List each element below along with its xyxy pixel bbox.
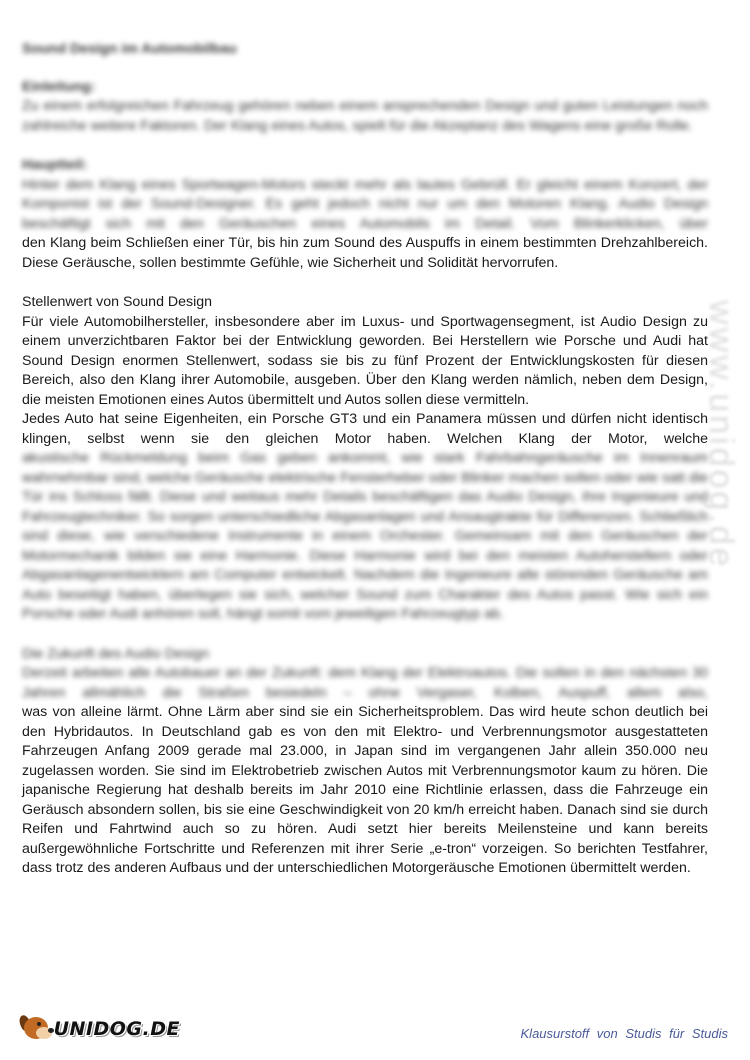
- footer-tagline: Klausurstoff von Studis für Studis: [520, 1026, 728, 1041]
- stellenwert-paragraph-2-clear: Jedes Auto hat seine Eigenheiten, ein Porsche GT3 und ein Panamera müssen und dürfen nicht identisch klingen, selbst wenn sie den gleichen Motor haben. Welchen Klang der Motor, welche: [22, 411, 708, 447]
- main-paragraph-blurred: Hinter dem Klang eines Sportwagen-Motors steckt mehr als lautes Gebrüll. Er gleicht einem Konzert, der Komponist ist der Sound-Designer. Es geht jedoch nicht nur um den Motoren Klang. Audio Design beschäftigt sich mit den Geräuschen eines Automobils im Detail. Vom Blinkerklicken, über: [22, 176, 708, 232]
- document-title: Sound Design im Automobilbau: [22, 41, 237, 57]
- zukunft-paragraph-blurred: Derzeit arbeiten alle Autobauer an der Zukunft: dem Klang der Elektroautos. Die sollen in den nächsten 30 Jahren allmählich die Straßen besiedeln – ohne Vergaser, Kolben, Auspuff, allem also,: [22, 665, 708, 701]
- unidog-logo[interactable]: [20, 1012, 180, 1046]
- stellenwert-paragraph-2-blurred: akustische Rückmeldung beim Gas geben ankommt, wie stark Fahrbahngeräusche im Innenraum wahrnehmbar sind, welche Geräusche elektrische Fensterheber oder Blinker machen sollen oder wie satt die Tür ins Schloss fällt. Diese und weitaus mehr Details beschäftigen das Audio Design, ihre Ingenieure und Fahrzeugtechniker. So sorgen unterschiedliche Abgasanlagen und Ansaugtrakte für Differenzen. Schließlich sind diese, wie verschiedene Instrumente in einem Orchester. Gemeinsam mit den Geräuschen der Motormechanik bilden sie eine Harmonie. Diese Harmonie wird bei den meisten Autoherstellern oder Abgasanlagenentwicklern am Computer entwickelt. Nachdem die Ingenieure alle störenden Geräusche am Auto beseitigt haben, überlegen sie sich, welcher Sound zum Charakter des Autos passt. Wie sich ein Porsche oder Audi anhören soll, hängt somit vom jeweiligen Fahrzeugtyp ab.: [22, 450, 708, 622]
- logo-text: UNIDOG.DE: [53, 1018, 180, 1040]
- main-paragraph-clear: den Klang beim Schließen einer Tür, bis hin zum Sound des Auspuffs in einem bestimmten Drehzahlbereich. Diese Geräusche, sollen bestimmte Gefühle, wie Sicherheit und Solidität hervorrufen.: [22, 235, 708, 271]
- intro-paragraph: Zu einem erfolgreichen Fahrzeug gehören neben einem ansprechenden Design und guten Leistungen noch zahlreiche weitere Faktoren. Der Klang eines Autos, spielt für die Akzeptanz des Wagens eine große Rolle.: [22, 98, 708, 134]
- watermark-text: www.unidog.de: [702, 300, 740, 570]
- intro-label: Einleitung:: [22, 78, 96, 95]
- zukunft-paragraph-clear: was von alleine lärmt. Ohne Lärm aber sind sie ein Sicherheitsproblem. Das wird heute schon deutlich bei den Hybridautos. In Deutschland gab es von den mit Elektro- und Verbrennungsmotor ausgestatteten Fahrzeugen Anfang 2009 gerade mal 23.000, in Japan sind im vergangenen Jahr allein 350.000 neu zugelassen worden. Sie sind im Elektrobetrieb zwischen Autos mit Verbrennungsmotor kaum zu hören. Die japanische Regierung hat deshalb bereits im Jahr 2010 eine Richtlinie erlassen, dass die Fahrzeuge ein Geräusch absondern sollen, bis sie eine Geschwindigkeit von 20 km/h erreicht haben. Danach sind sie durch Reifen und Fahrtwind auch so zu hören. Audi setzt hier bereits Meilensteine und kann bereits außergewöhnliche Fortschritte und Referenzen mit ihrer Serie „e-tron“ vorzeigen. So berichten Testfahrer, dass trotz des anderen Aufbaus und der unterschiedlichen Motorgeräusche Emotionen übermittelt werden.: [22, 704, 708, 876]
- section-heading-stellenwert: Stellenwert von Sound Design: [22, 294, 213, 310]
- document-body: [22, 40, 708, 879]
- main-label: Hauptteil:: [22, 157, 88, 173]
- dog-mascot-icon: [20, 1013, 50, 1045]
- stellenwert-paragraph-1: Für viele Automobilhersteller, insbesondere aber im Luxus- und Sportwagensegment, ist Audio Design zu einem unverzichtbaren Faktor bei der Entwicklung geworden. Bei Herstellern wie Porsche und Audi hat Sound Design enormen Stellenwert, sodass sie bis zu fünf Prozent der Entwicklungskosten für diesen Bereich, also den Klang ihrer Automobile, ausgeben. Über den Klang werden nämlich, neben dem Design, die meisten Emotionen eines Autos übermittelt und Autos sollen diese vermitteln.: [22, 313, 708, 408]
- section-heading-zukunft: Die Zukunft des Audio Design: [22, 645, 209, 662]
